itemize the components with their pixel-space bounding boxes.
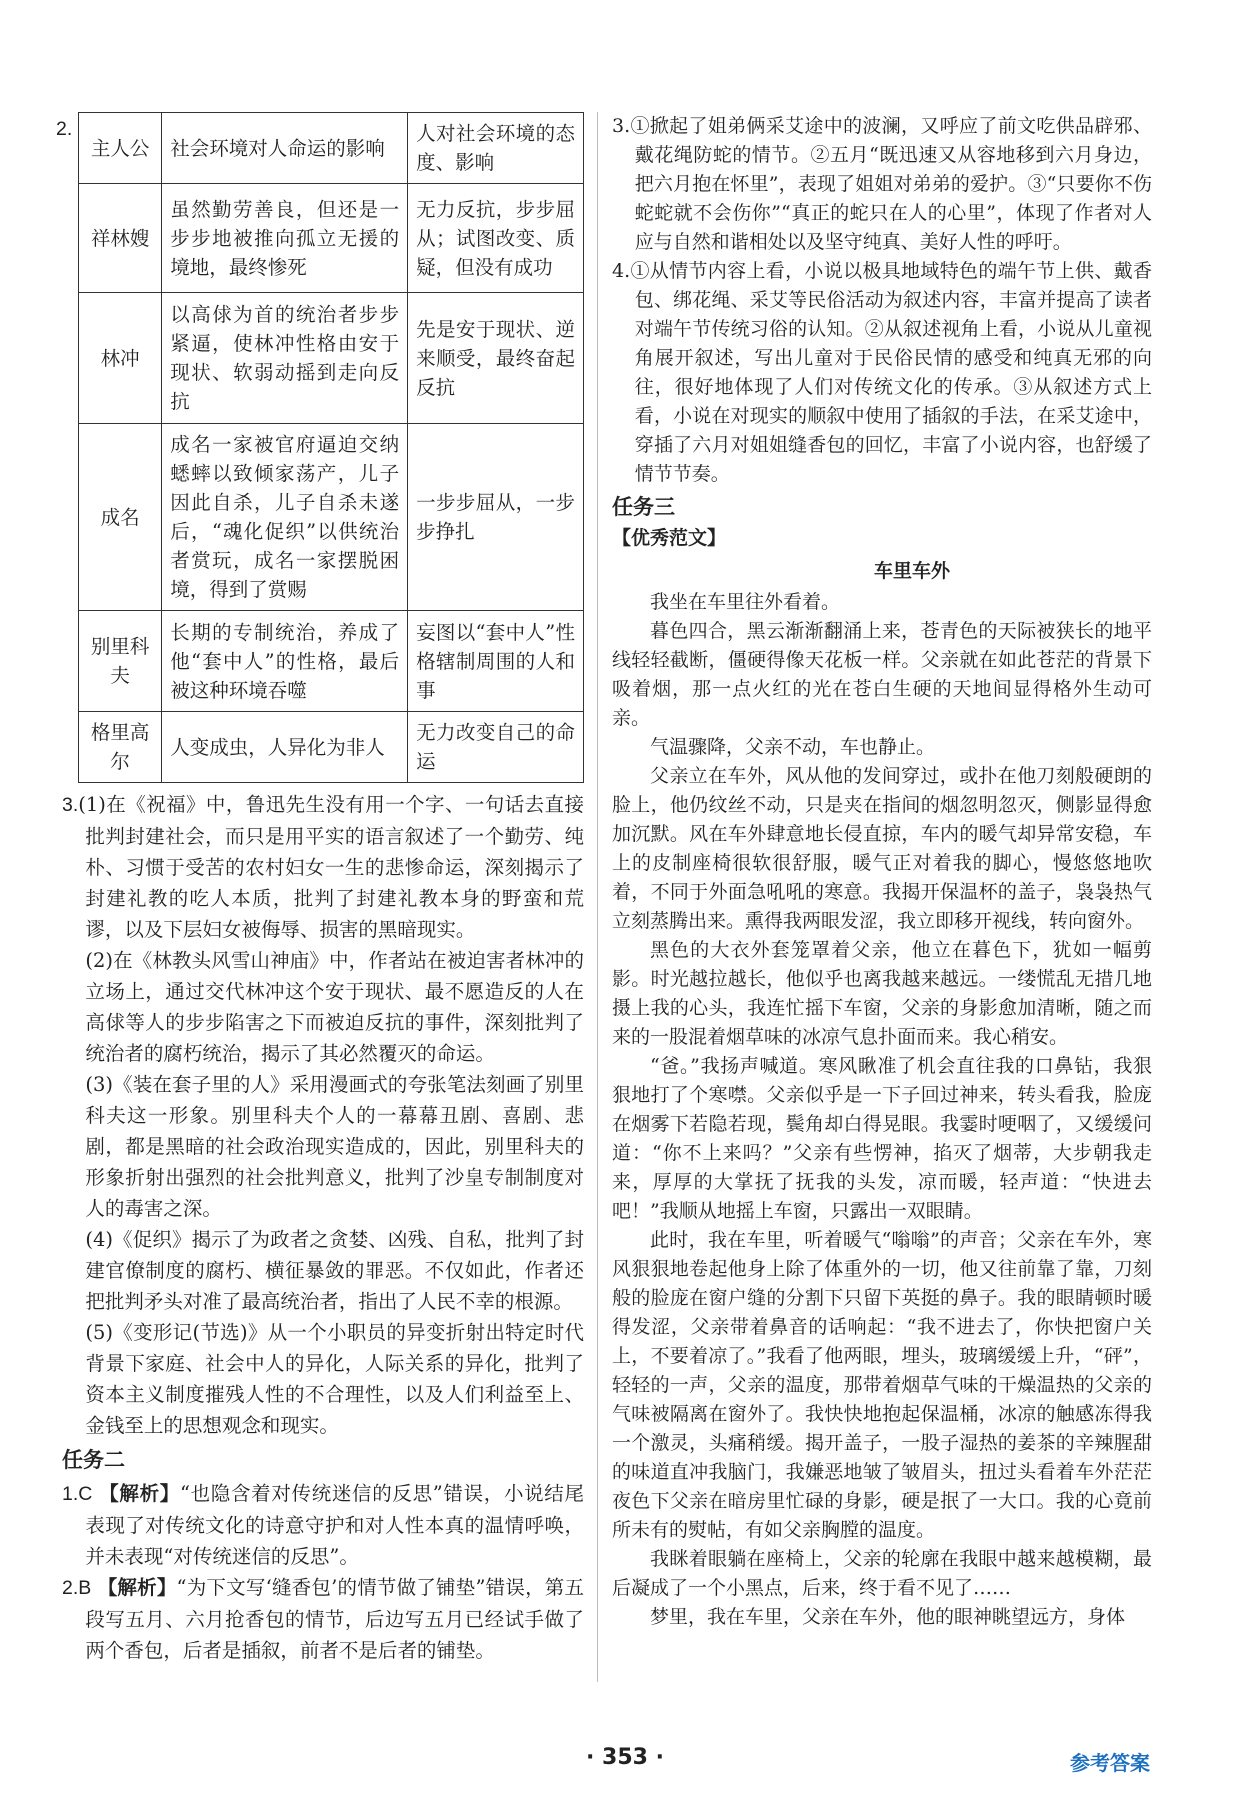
table-row [79, 293, 584, 424]
question-number: 3. [62, 794, 79, 816]
table-header-cell: 人对社会环境的态度、影响 [408, 113, 584, 184]
table-cell: 成名一家被官府逼迫交纳蟋蟀以致倾家荡产，儿子因此自杀，儿子自杀未遂后，“魂化促织”以供统治者赏玩，成名一家摆脱困境，得到了赏赐 [162, 424, 408, 611]
table-cell: 祥林嫂 [79, 184, 162, 293]
column-divider [597, 112, 598, 1682]
table-cell: 无力反抗，步步屈从；试图改变、质疑，但没有成功 [408, 184, 584, 293]
answer-table [78, 112, 584, 783]
table-cell: 妄图以“套中人”性格辖制周围的人和事 [408, 611, 584, 712]
table-row [79, 424, 584, 611]
essay-paragraph: 我眯着眼躺在座椅上，父亲的轮廓在我眼中越来越模糊，最后凝成了一个小黑点，后来，终于看不见了…… [612, 1548, 1152, 1599]
question-number: 2. [56, 118, 73, 140]
analysis-tag: 【解析】 [97, 1576, 177, 1599]
question-number: 2.B [62, 1577, 92, 1599]
answer-paragraph: (5)《变形记(节选)》从一个小职员的异变折射出特定时代背景下家庭、社会中人的异化，人际关系的异化，批判了资本主义制度摧残人性的不合理性，以及人们利益至上、金钱至上的思想观念和现实。 [85, 1321, 584, 1437]
answer-text: “也隐含着对传统迷信的反思”错误，小说结尾表现了对传统文化的诗意守护和对人性本真的温情呼唤，并未表现“对传统迷信的反思”。 [85, 1482, 584, 1568]
table-row [79, 611, 584, 712]
answer-paragraph: (3)《装在套子里的人》采用漫画式的夸张笔法刻画了别里科夫这一形象。别里科夫个人的一幕幕丑剧、喜剧、悲剧，都是黑暗的社会政治现实造成的，因此，别里科夫的形象折射出强烈的社会批判意义，批判了沙皇专制制度对人的毒害之深。 [85, 1073, 584, 1220]
table-header-row [79, 113, 584, 184]
essay-paragraph: 我坐在车里往外看着。 [650, 591, 841, 613]
answer-paragraph [62, 789, 584, 945]
table-cell: 无力改变自己的命运 [408, 712, 584, 783]
left-column [56, 112, 584, 1666]
essay-paragraph: 暮色四合，黑云渐渐翻涌上来，苍青色的天际被狭长的地平线轻轻截断，僵硬得像天花板一样。父亲就在如此苍茫的背景下吸着烟，那一点火红的光在苍白生硬的天地间显得格外生动可亲。 [612, 620, 1152, 729]
question-number: 1.C [62, 1483, 93, 1505]
table-cell: 人变成虫，人异化为非人 [162, 712, 408, 783]
table-cell: 长期的专制统治，养成了他“套中人”的性格，最后被这种环境吞噬 [162, 611, 408, 712]
answer-text: “为下文写‘缝香包’的情节做了铺垫”错误，第五段写五月、六月抢香包的情节，后边写五月已经试手做了两个香包，后者是插叙，前者不是后者的铺垫。 [85, 1576, 584, 1662]
essay-paragraph: “爸。”我扬声喊道。寒风瞅准了机会直往我的口鼻钻，我狠狠地打了个寒噤。父亲似乎是一下子回过神来，转头看我，脸庞在烟雾下若隐若现，鬓角却白得晃眼。我霎时哽咽了，又缓缓问道：“你不上来吗？”父亲有些愣神，掐灭了烟蒂，大步朝我走来，厚厚的大掌抚了抚我的头发，凉而暖，轻声道：“快进去吧！”我顺从地摇上车窗，只露出一双眼睛。 [612, 1055, 1152, 1222]
table-cell: 以高俅为首的统治者步步紧逼，使林冲性格由安于现状、软弱动摇到走向反抗 [162, 293, 408, 424]
table-header-cell: 社会环境对人命运的影响 [162, 113, 408, 184]
answer-paragraph [62, 1478, 584, 1572]
table-cell: 一步步屈从，一步步挣扎 [408, 424, 584, 611]
answer-paragraph: (2)在《林教头风雪山神庙》中，作者站在被迫害者林冲的立场上，通过交代林冲这个安于现状、最不愿造反的人在高俅等人的步步陷害之下而被迫反抗的事件，深刻批判了统治者的腐朽统治，揭示了其必然覆灭的命运。 [85, 949, 584, 1065]
section-heading: 任务三 [612, 495, 675, 519]
answer-paragraph: (4)《促织》揭示了为政者之贪婪、凶残、自私，批判了封建官僚制度的腐朽、横征暴敛的罪恶。不仅如此，作者还把批判矛头对准了最高统治者，指出了人民不幸的根源。 [85, 1228, 584, 1313]
essay-paragraph: 黑色的大衣外套笼罩着父亲，他立在暮色下，犹如一幅剪影。时光越拉越长，他似乎也离我越来越远。一缕慌乱无措几地摄上我的心头，我连忙摇下车窗，父亲的身影愈加清晰，随之而来的一股混着烟草味的冰凉气息扑面而来。我心稍安。 [612, 939, 1152, 1048]
footer-label: 参考答案 [1070, 1751, 1150, 1775]
section-heading: 任务二 [62, 1448, 125, 1472]
essay-tag: 【优秀范文】 [612, 527, 727, 549]
answer-table-block [56, 112, 584, 783]
analysis-tag: 【解析】 [99, 1482, 180, 1505]
page-number: · 353 · [586, 1745, 664, 1770]
question-3-block [62, 789, 584, 1441]
essay-paragraph: 气温骤降，父亲不动，车也静止。 [650, 736, 936, 758]
table-cell: 成名 [79, 424, 162, 611]
table-row [79, 712, 584, 783]
right-column [612, 112, 1152, 1632]
table-cell: 别里科夫 [79, 611, 162, 712]
essay-paragraph: 此时，我在车里，听着暖气“嗡嗡”的声音；父亲在车外，寒风狠狠地卷起他身上除了体重外的一切，他又往前靠了靠，刀刻般的脸庞在窗户缝的分割下只留下英挺的鼻子。我的眼睛顿时暖得发涩，父亲带着鼻音的话响起：“我不进去了，你快把窗户关上，不要着凉了。”我看了他两眼，埋头，玻璃缓缓上升，“砰”，轻轻的一声，父亲的温度，那带着烟草气味的干燥温热的父亲的气味被隔离在窗外了。我快快地抱起保温桶，冰凉的触感冻得我一个激灵，头痛稍缓。揭开盖子，一股子湿热的姜茶的辛辣腥甜的味道直冲我脑门，我嫌恶地皱了皱眉头，扭过头看着车外茫茫夜色下父亲在暗房里忙碌的身影，硬是抿了一大口。我的心竟前所未有的熨帖，有如父亲胸膛的温度。 [612, 1229, 1152, 1541]
table-header-cell: 主人公 [79, 113, 162, 184]
table-cell: 先是安于现状、逆来顺受，最终奋起反抗 [408, 293, 584, 424]
essay-paragraph: 梦里，我在车里，父亲在车外，他的眼神眺望远方，身体 [650, 1606, 1126, 1628]
table-row [79, 184, 584, 293]
table-cell: 格里高尔 [79, 712, 162, 783]
answer-text: (1)在《祝福》中，鲁迅先生没有用一个字、一句话去直接批判封建社会，而只是用平实的语言叙述了一个勤劳、纯朴、习惯于受苦的农村妇女一生的悲惨命运，深刻揭示了封建礼教的吃人本质，批判了封建礼教本身的野蛮和荒谬，以及下层妇女被侮辱、损害的黑暗现实。 [78, 793, 584, 941]
answer-paragraph [62, 1572, 584, 1666]
answer-paragraph: 4.①从情节内容上看，小说以极具地域特色的端午节上供、戴香包、绑花绳、采艾等民俗活动为叙述内容，丰富并提高了读者对端午节传统习俗的认知。②从叙述视角上看，小说从儿童视角展开叙述，写出儿童对于民俗民情的感受和纯真无邪的向往，很好地体现了人们对传统文化的传承。③从叙述方式上看，小说在对现实的顺叙中使用了插叙的手法，在采艾途中，穿插了六月对姐姐缝香包的回忆，丰富了小说内容，也舒缓了情节节奏。 [612, 260, 1152, 485]
essay-paragraph: 父亲立在车外，风从他的发间穿过，或扑在他刀刻般硬朗的脸上，他仍纹丝不动，只是夹在指间的烟忽明忽灭，侧影显得愈加沉默。风在车外肆意地长侵直掠，车内的暖气却异常安稳，车上的皮制座椅很软很舒服，暖气正对着我的脚心，慢悠悠地吹着，不同于外面急吼吼的寒意。我揭开保温杯的盖子，袅袅热气立刻蒸腾出来。熏得我两眼发涩，我立即移开视线，转向窗外。 [612, 765, 1152, 932]
essay-title: 车里车外 [873, 560, 950, 582]
table-cell: 林冲 [79, 293, 162, 424]
table-cell: 虽然勤劳善良，但还是一步步地被推向孤立无援的境地，最终惨死 [162, 184, 408, 293]
answer-paragraph: 3.①掀起了姐弟俩采艾途中的波澜，又呼应了前文吃供品辟邪、戴花绳防蛇的情节。②五月“既迅速又从容地移到六月身边，把六月抱在怀里”，表现了姐姐对弟弟的爱护。③“只要你不伤蛇蛇就不会伤你”“真正的蛇只在人的心里”，体现了作者对人应与自然和谐相处以及坚守纯真、美好人性的呼吁。 [612, 115, 1152, 253]
